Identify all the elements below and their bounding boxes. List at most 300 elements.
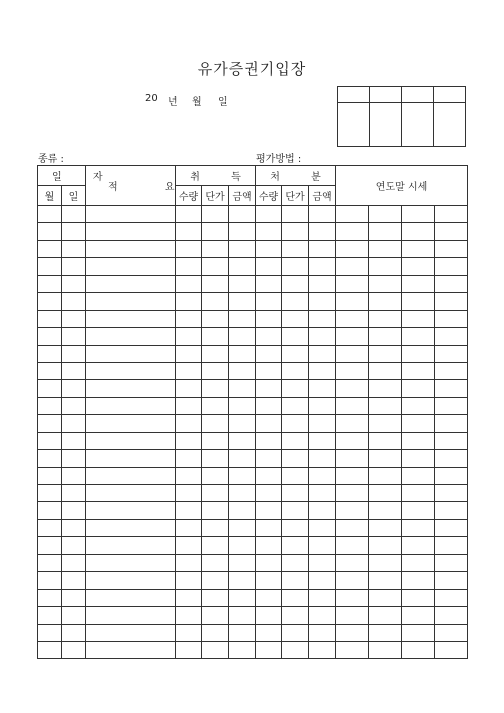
table-cell[interactable] xyxy=(62,328,86,345)
table-cell[interactable] xyxy=(402,485,435,502)
table-cell[interactable] xyxy=(256,275,282,292)
table-cell[interactable] xyxy=(176,293,202,310)
table-cell[interactable] xyxy=(336,380,369,397)
table-cell[interactable] xyxy=(176,641,202,658)
table-cell[interactable] xyxy=(202,345,229,362)
table-cell[interactable] xyxy=(62,641,86,658)
table-cell[interactable] xyxy=(256,310,282,327)
table-cell[interactable] xyxy=(176,432,202,449)
table-cell[interactable] xyxy=(336,537,369,554)
table-cell[interactable] xyxy=(435,345,468,362)
table-cell[interactable] xyxy=(369,362,402,379)
table-cell[interactable] xyxy=(202,519,229,536)
table-cell[interactable] xyxy=(336,397,369,414)
table-cell[interactable] xyxy=(62,607,86,624)
table-cell[interactable] xyxy=(435,415,468,432)
table-cell[interactable] xyxy=(435,432,468,449)
table-cell[interactable] xyxy=(435,537,468,554)
table-cell[interactable] xyxy=(86,554,176,571)
table-cell[interactable] xyxy=(256,293,282,310)
table-cell[interactable] xyxy=(402,240,435,257)
table-cell[interactable] xyxy=(38,206,62,223)
table-cell[interactable] xyxy=(336,275,369,292)
table-cell[interactable] xyxy=(336,293,369,310)
table-cell[interactable] xyxy=(282,432,309,449)
table-cell[interactable] xyxy=(202,467,229,484)
table-cell[interactable] xyxy=(86,345,176,362)
table-cell[interactable] xyxy=(435,206,468,223)
table-cell[interactable] xyxy=(86,607,176,624)
table-cell[interactable] xyxy=(256,397,282,414)
table-cell[interactable] xyxy=(282,450,309,467)
table-cell[interactable] xyxy=(309,519,336,536)
table-cell[interactable] xyxy=(38,310,62,327)
table-cell[interactable] xyxy=(86,206,176,223)
table-cell[interactable] xyxy=(86,641,176,658)
table-cell[interactable] xyxy=(229,624,256,641)
table-cell[interactable] xyxy=(176,397,202,414)
table-cell[interactable] xyxy=(176,624,202,641)
table-cell[interactable] xyxy=(38,485,62,502)
table-cell[interactable] xyxy=(336,432,369,449)
table-cell[interactable] xyxy=(38,467,62,484)
table-cell[interactable] xyxy=(229,328,256,345)
table-cell[interactable] xyxy=(309,258,336,275)
table-cell[interactable] xyxy=(202,275,229,292)
table-cell[interactable] xyxy=(176,415,202,432)
table-cell[interactable] xyxy=(282,345,309,362)
table-cell[interactable] xyxy=(369,519,402,536)
table-cell[interactable] xyxy=(62,415,86,432)
table-cell[interactable] xyxy=(202,328,229,345)
table-cell[interactable] xyxy=(202,502,229,519)
table-cell[interactable] xyxy=(336,641,369,658)
table-cell[interactable] xyxy=(309,641,336,658)
table-cell[interactable] xyxy=(256,502,282,519)
table-cell[interactable] xyxy=(309,206,336,223)
table-cell[interactable] xyxy=(38,589,62,606)
table-cell[interactable] xyxy=(282,572,309,589)
table-cell[interactable] xyxy=(282,310,309,327)
table-cell[interactable] xyxy=(62,275,86,292)
table-cell[interactable] xyxy=(38,502,62,519)
table-cell[interactable] xyxy=(229,572,256,589)
table-cell[interactable] xyxy=(62,397,86,414)
table-cell[interactable] xyxy=(369,240,402,257)
table-cell[interactable] xyxy=(176,607,202,624)
table-cell[interactable] xyxy=(256,206,282,223)
table-cell[interactable] xyxy=(402,450,435,467)
table-cell[interactable] xyxy=(176,450,202,467)
table-cell[interactable] xyxy=(229,485,256,502)
table-cell[interactable] xyxy=(229,432,256,449)
table-cell[interactable] xyxy=(256,589,282,606)
table-cell[interactable] xyxy=(86,624,176,641)
table-cell[interactable] xyxy=(256,641,282,658)
table-cell[interactable] xyxy=(176,328,202,345)
table-cell[interactable] xyxy=(402,467,435,484)
table-cell[interactable] xyxy=(369,554,402,571)
table-cell[interactable] xyxy=(309,328,336,345)
table-cell[interactable] xyxy=(62,345,86,362)
table-cell[interactable] xyxy=(402,624,435,641)
table-cell[interactable] xyxy=(402,397,435,414)
table-cell[interactable] xyxy=(369,345,402,362)
table-cell[interactable] xyxy=(369,328,402,345)
table-cell[interactable] xyxy=(256,572,282,589)
table-cell[interactable] xyxy=(309,380,336,397)
table-cell[interactable] xyxy=(229,240,256,257)
table-cell[interactable] xyxy=(282,554,309,571)
table-cell[interactable] xyxy=(229,554,256,571)
table-cell[interactable] xyxy=(309,624,336,641)
table-cell[interactable] xyxy=(256,362,282,379)
table-cell[interactable] xyxy=(256,258,282,275)
table-cell[interactable] xyxy=(282,641,309,658)
table-cell[interactable] xyxy=(62,502,86,519)
table-cell[interactable] xyxy=(435,293,468,310)
table-cell[interactable] xyxy=(86,293,176,310)
table-cell[interactable] xyxy=(309,415,336,432)
table-cell[interactable] xyxy=(62,310,86,327)
table-cell[interactable] xyxy=(86,432,176,449)
table-cell[interactable] xyxy=(202,624,229,641)
table-cell[interactable] xyxy=(86,519,176,536)
table-cell[interactable] xyxy=(38,572,62,589)
table-cell[interactable] xyxy=(202,362,229,379)
table-cell[interactable] xyxy=(282,467,309,484)
table-cell[interactable] xyxy=(86,258,176,275)
table-cell[interactable] xyxy=(62,589,86,606)
table-cell[interactable] xyxy=(402,607,435,624)
table-cell[interactable] xyxy=(38,223,62,240)
table-cell[interactable] xyxy=(282,380,309,397)
table-cell[interactable] xyxy=(282,206,309,223)
table-cell[interactable] xyxy=(38,450,62,467)
table-cell[interactable] xyxy=(336,485,369,502)
table-cell[interactable] xyxy=(336,607,369,624)
approval-sign-cell[interactable] xyxy=(434,103,466,147)
table-cell[interactable] xyxy=(336,240,369,257)
table-cell[interactable] xyxy=(402,223,435,240)
approval-sign-cell[interactable] xyxy=(402,103,434,147)
table-cell[interactable] xyxy=(62,554,86,571)
table-cell[interactable] xyxy=(336,450,369,467)
table-cell[interactable] xyxy=(369,641,402,658)
table-cell[interactable] xyxy=(369,275,402,292)
table-cell[interactable] xyxy=(369,572,402,589)
table-cell[interactable] xyxy=(369,467,402,484)
table-cell[interactable] xyxy=(256,537,282,554)
table-cell[interactable] xyxy=(309,362,336,379)
table-cell[interactable] xyxy=(176,275,202,292)
table-cell[interactable] xyxy=(176,345,202,362)
approval-header-cell[interactable] xyxy=(434,87,466,103)
table-cell[interactable] xyxy=(202,641,229,658)
table-cell[interactable] xyxy=(38,362,62,379)
table-cell[interactable] xyxy=(309,432,336,449)
table-cell[interactable] xyxy=(369,397,402,414)
table-cell[interactable] xyxy=(229,206,256,223)
table-cell[interactable] xyxy=(256,345,282,362)
table-cell[interactable] xyxy=(62,572,86,589)
table-cell[interactable] xyxy=(229,641,256,658)
table-cell[interactable] xyxy=(435,450,468,467)
table-cell[interactable] xyxy=(86,450,176,467)
table-cell[interactable] xyxy=(282,519,309,536)
table-cell[interactable] xyxy=(256,380,282,397)
table-cell[interactable] xyxy=(229,362,256,379)
table-cell[interactable] xyxy=(86,240,176,257)
table-cell[interactable] xyxy=(202,432,229,449)
table-cell[interactable] xyxy=(62,380,86,397)
table-cell[interactable] xyxy=(309,293,336,310)
table-cell[interactable] xyxy=(176,485,202,502)
table-cell[interactable] xyxy=(402,310,435,327)
table-cell[interactable] xyxy=(62,206,86,223)
table-cell[interactable] xyxy=(309,485,336,502)
table-cell[interactable] xyxy=(369,589,402,606)
table-cell[interactable] xyxy=(202,223,229,240)
table-cell[interactable] xyxy=(202,293,229,310)
table-cell[interactable] xyxy=(256,519,282,536)
table-cell[interactable] xyxy=(309,240,336,257)
table-cell[interactable] xyxy=(309,572,336,589)
table-cell[interactable] xyxy=(309,589,336,606)
table-cell[interactable] xyxy=(369,450,402,467)
approval-header-cell[interactable] xyxy=(402,87,434,103)
table-cell[interactable] xyxy=(282,624,309,641)
table-cell[interactable] xyxy=(256,485,282,502)
table-cell[interactable] xyxy=(336,467,369,484)
table-cell[interactable] xyxy=(202,450,229,467)
table-cell[interactable] xyxy=(38,328,62,345)
table-cell[interactable] xyxy=(38,380,62,397)
table-cell[interactable] xyxy=(309,223,336,240)
table-cell[interactable] xyxy=(402,502,435,519)
table-cell[interactable] xyxy=(86,362,176,379)
table-cell[interactable] xyxy=(62,537,86,554)
table-cell[interactable] xyxy=(86,485,176,502)
table-cell[interactable] xyxy=(402,345,435,362)
table-cell[interactable] xyxy=(229,293,256,310)
table-cell[interactable] xyxy=(435,362,468,379)
approval-sign-cell[interactable] xyxy=(338,103,370,147)
table-cell[interactable] xyxy=(402,554,435,571)
table-cell[interactable] xyxy=(369,485,402,502)
table-cell[interactable] xyxy=(38,397,62,414)
table-cell[interactable] xyxy=(86,502,176,519)
table-cell[interactable] xyxy=(62,450,86,467)
table-cell[interactable] xyxy=(38,240,62,257)
table-cell[interactable] xyxy=(38,607,62,624)
table-cell[interactable] xyxy=(202,572,229,589)
table-cell[interactable] xyxy=(86,397,176,414)
table-cell[interactable] xyxy=(435,258,468,275)
table-cell[interactable] xyxy=(309,345,336,362)
table-cell[interactable] xyxy=(256,607,282,624)
table-cell[interactable] xyxy=(176,258,202,275)
table-cell[interactable] xyxy=(402,415,435,432)
table-cell[interactable] xyxy=(62,467,86,484)
table-cell[interactable] xyxy=(62,240,86,257)
table-cell[interactable] xyxy=(369,380,402,397)
table-cell[interactable] xyxy=(62,432,86,449)
table-cell[interactable] xyxy=(86,589,176,606)
table-cell[interactable] xyxy=(202,206,229,223)
table-cell[interactable] xyxy=(369,258,402,275)
table-cell[interactable] xyxy=(369,432,402,449)
table-cell[interactable] xyxy=(38,641,62,658)
table-cell[interactable] xyxy=(435,240,468,257)
table-cell[interactable] xyxy=(282,258,309,275)
table-cell[interactable] xyxy=(256,624,282,641)
table-cell[interactable] xyxy=(38,415,62,432)
table-cell[interactable] xyxy=(309,607,336,624)
table-cell[interactable] xyxy=(229,258,256,275)
table-cell[interactable] xyxy=(369,624,402,641)
table-cell[interactable] xyxy=(176,537,202,554)
table-cell[interactable] xyxy=(282,537,309,554)
table-cell[interactable] xyxy=(369,223,402,240)
table-cell[interactable] xyxy=(435,554,468,571)
table-cell[interactable] xyxy=(336,206,369,223)
table-cell[interactable] xyxy=(86,328,176,345)
table-cell[interactable] xyxy=(62,485,86,502)
table-cell[interactable] xyxy=(256,554,282,571)
table-cell[interactable] xyxy=(435,310,468,327)
table-cell[interactable] xyxy=(176,362,202,379)
table-cell[interactable] xyxy=(336,223,369,240)
table-cell[interactable] xyxy=(282,328,309,345)
approval-sign-cell[interactable] xyxy=(370,103,402,147)
table-cell[interactable] xyxy=(369,310,402,327)
table-cell[interactable] xyxy=(38,519,62,536)
table-cell[interactable] xyxy=(86,223,176,240)
table-cell[interactable] xyxy=(402,293,435,310)
table-cell[interactable] xyxy=(309,502,336,519)
table-cell[interactable] xyxy=(309,537,336,554)
table-cell[interactable] xyxy=(435,607,468,624)
table-cell[interactable] xyxy=(256,432,282,449)
table-cell[interactable] xyxy=(86,275,176,292)
table-cell[interactable] xyxy=(336,502,369,519)
table-cell[interactable] xyxy=(369,537,402,554)
table-cell[interactable] xyxy=(176,589,202,606)
table-cell[interactable] xyxy=(202,258,229,275)
table-cell[interactable] xyxy=(282,223,309,240)
table-cell[interactable] xyxy=(229,450,256,467)
table-cell[interactable] xyxy=(86,537,176,554)
approval-header-cell[interactable] xyxy=(338,87,370,103)
table-cell[interactable] xyxy=(176,240,202,257)
table-cell[interactable] xyxy=(86,310,176,327)
table-cell[interactable] xyxy=(402,258,435,275)
table-cell[interactable] xyxy=(202,397,229,414)
table-cell[interactable] xyxy=(282,415,309,432)
table-cell[interactable] xyxy=(62,519,86,536)
table-cell[interactable] xyxy=(202,415,229,432)
table-cell[interactable] xyxy=(229,397,256,414)
table-cell[interactable] xyxy=(402,589,435,606)
table-cell[interactable] xyxy=(435,223,468,240)
table-cell[interactable] xyxy=(176,310,202,327)
table-cell[interactable] xyxy=(38,624,62,641)
table-cell[interactable] xyxy=(402,328,435,345)
table-cell[interactable] xyxy=(435,328,468,345)
table-cell[interactable] xyxy=(336,328,369,345)
table-cell[interactable] xyxy=(38,275,62,292)
table-cell[interactable] xyxy=(256,223,282,240)
table-cell[interactable] xyxy=(402,572,435,589)
table-cell[interactable] xyxy=(282,275,309,292)
table-cell[interactable] xyxy=(256,328,282,345)
table-cell[interactable] xyxy=(256,450,282,467)
table-cell[interactable] xyxy=(176,206,202,223)
table-cell[interactable] xyxy=(435,519,468,536)
table-cell[interactable] xyxy=(256,415,282,432)
table-cell[interactable] xyxy=(435,467,468,484)
table-cell[interactable] xyxy=(176,223,202,240)
table-cell[interactable] xyxy=(435,572,468,589)
table-cell[interactable] xyxy=(402,432,435,449)
table-cell[interactable] xyxy=(202,537,229,554)
table-cell[interactable] xyxy=(229,607,256,624)
table-cell[interactable] xyxy=(86,415,176,432)
table-cell[interactable] xyxy=(336,589,369,606)
table-cell[interactable] xyxy=(176,554,202,571)
table-cell[interactable] xyxy=(202,380,229,397)
table-cell[interactable] xyxy=(86,380,176,397)
table-cell[interactable] xyxy=(309,450,336,467)
table-cell[interactable] xyxy=(202,240,229,257)
table-cell[interactable] xyxy=(336,362,369,379)
table-cell[interactable] xyxy=(62,258,86,275)
table-cell[interactable] xyxy=(282,362,309,379)
table-cell[interactable] xyxy=(336,345,369,362)
table-cell[interactable] xyxy=(38,258,62,275)
table-cell[interactable] xyxy=(402,206,435,223)
table-cell[interactable] xyxy=(62,293,86,310)
table-cell[interactable] xyxy=(435,380,468,397)
table-cell[interactable] xyxy=(282,607,309,624)
approval-header-cell[interactable] xyxy=(370,87,402,103)
table-cell[interactable] xyxy=(435,397,468,414)
table-cell[interactable] xyxy=(202,554,229,571)
table-cell[interactable] xyxy=(336,554,369,571)
table-cell[interactable] xyxy=(402,519,435,536)
table-cell[interactable] xyxy=(282,502,309,519)
table-cell[interactable] xyxy=(38,432,62,449)
table-cell[interactable] xyxy=(435,589,468,606)
table-cell[interactable] xyxy=(229,275,256,292)
table-cell[interactable] xyxy=(38,537,62,554)
table-cell[interactable] xyxy=(402,362,435,379)
table-cell[interactable] xyxy=(229,345,256,362)
table-cell[interactable] xyxy=(38,554,62,571)
table-cell[interactable] xyxy=(229,223,256,240)
table-cell[interactable] xyxy=(229,502,256,519)
table-cell[interactable] xyxy=(369,293,402,310)
table-cell[interactable] xyxy=(402,537,435,554)
table-cell[interactable] xyxy=(229,537,256,554)
table-cell[interactable] xyxy=(256,240,282,257)
table-cell[interactable] xyxy=(256,467,282,484)
table-cell[interactable] xyxy=(435,641,468,658)
table-cell[interactable] xyxy=(202,485,229,502)
table-cell[interactable] xyxy=(336,415,369,432)
table-cell[interactable] xyxy=(435,485,468,502)
